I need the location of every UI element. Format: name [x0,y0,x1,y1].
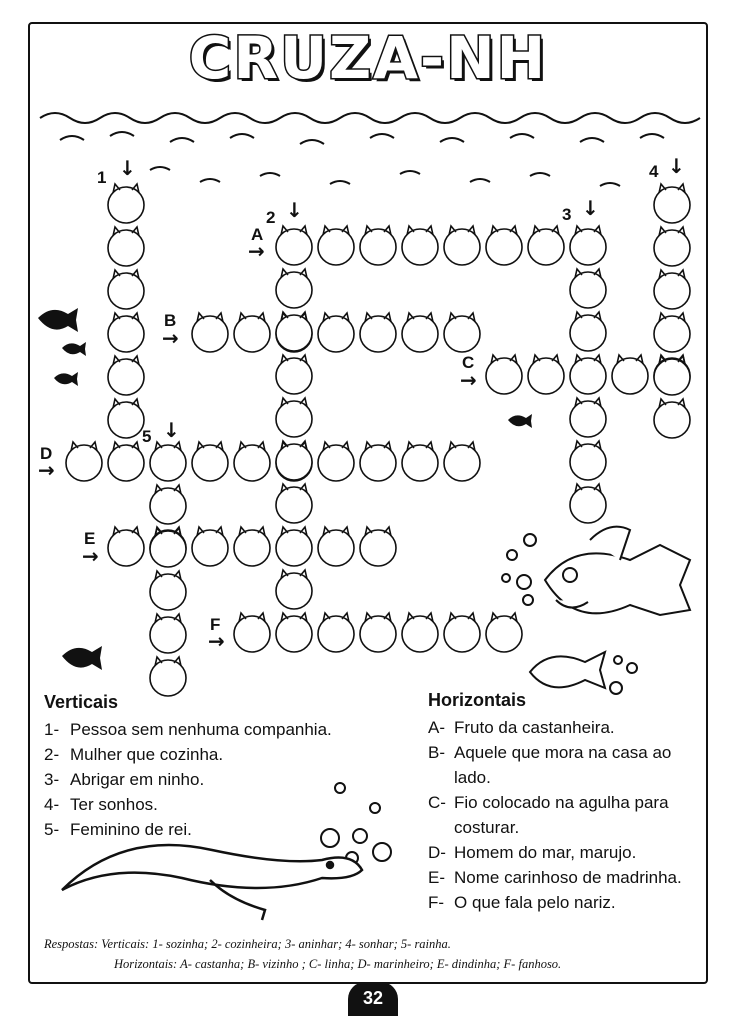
clue-text: Feminino de rei. [70,820,192,839]
clue-key: 3- [44,770,60,789]
crossword-cell[interactable] [570,484,606,523]
waves-decoration [40,113,700,186]
clue-text: Aquele que mora na casa ao lado. [454,743,672,787]
crossword-cell[interactable] [276,441,312,480]
crossword-cell[interactable] [612,355,648,394]
horizontal-letter-e: E [84,529,96,548]
crossword-cell[interactable] [654,270,690,309]
arrow-right-icon: → [208,629,225,653]
crossword-cell[interactable] [444,613,480,652]
crossword-cell[interactable] [150,485,186,524]
crossword-cell[interactable] [318,313,354,352]
crossword-cell[interactable] [360,226,396,265]
crossword-cell[interactable] [360,613,396,652]
clue-key: 5- [44,820,60,839]
crossword-cell[interactable] [570,226,606,265]
clue-item [428,890,708,915]
crossword-cell[interactable] [402,226,438,265]
clue-item [428,790,708,840]
vertical-clues [44,690,384,842]
crossword-cell[interactable] [318,527,354,566]
clue-key: E- [428,868,445,887]
crossword-cell[interactable] [276,398,312,437]
crossword-cell[interactable] [654,356,690,395]
crossword-cell[interactable] [108,270,144,309]
crossword-cell[interactable] [570,355,606,394]
clue-key: 4- [44,795,60,814]
clue-item [428,865,708,890]
crossword-cell[interactable] [150,614,186,653]
answers-block [44,934,561,974]
crossword-cell[interactable] [108,227,144,266]
arrow-down-icon: ↓ [668,154,685,178]
crossword-cell[interactable] [192,442,228,481]
horizontal-letter-a: A [251,225,264,244]
clue-item [428,840,708,865]
crossword-cell[interactable] [150,571,186,610]
crossword-cell[interactable] [444,442,480,481]
crossword-cell[interactable] [108,184,144,223]
crossword-cell[interactable] [108,356,144,395]
vertical-number-5: 5 [142,427,152,446]
clue-text: Fruto da castanheira. [454,718,615,737]
clue-key: C- [428,793,446,812]
page-number: 32 [348,982,398,1016]
clue-key: D- [428,843,446,862]
clue-key: B- [428,743,445,762]
crossword-cell[interactable] [234,527,270,566]
crossword-cell[interactable] [528,226,564,265]
clue-key: A- [428,718,445,737]
crossword-cell[interactable] [150,442,186,481]
crossword-cell[interactable] [570,398,606,437]
clue-text: Fio colocado na agulha para costurar. [454,793,669,837]
crossword-cell[interactable] [486,226,522,265]
crossword-cell[interactable] [276,484,312,523]
clue-text: Mulher que cozinha. [70,745,224,764]
clue-item [44,767,384,792]
crossword-cell[interactable] [276,613,312,652]
crossword-cell[interactable] [654,399,690,438]
vertical-number-3: 3 [562,205,572,224]
crossword-cell[interactable] [402,442,438,481]
crossword-cell[interactable] [486,613,522,652]
answers-line-2: Horizontais: A- castanha; B- vizinho ; C- linha; D- marinheiro; E- dindinha; F- fanhoso. [114,957,562,971]
big-fish-icon [545,527,690,615]
crossword-cell[interactable] [234,613,270,652]
clue-text: Abrigar em ninho. [70,770,205,789]
vertical-number-4: 4 [649,162,659,181]
crossword-cell[interactable] [150,528,186,567]
answers-line-1: Respostas: Verticais: 1- sozinha; 2- cozinheira; 3- aninhar; 4- sonhar; 5- rainha. [44,937,451,951]
crossword-cell[interactable] [360,527,396,566]
clue-item [428,740,708,790]
crossword-cell[interactable] [234,442,270,481]
crossword-cell[interactable] [108,399,144,438]
crossword-cell[interactable] [234,313,270,352]
crossword-cell[interactable] [318,442,354,481]
crossword-cell[interactable] [444,226,480,265]
crossword-cell[interactable] [654,313,690,352]
arrow-right-icon: → [38,458,55,482]
crossword-cell[interactable] [276,355,312,394]
crossword-cells [66,184,690,696]
crossword-cell[interactable] [570,312,606,351]
clue-item [44,742,384,767]
crossword-cell[interactable] [192,313,228,352]
clue-key: F- [428,893,445,912]
arrow-down-icon: ↓ [119,156,136,180]
crossword-cell[interactable] [570,441,606,480]
crossword-cell[interactable] [276,570,312,609]
clue-text: Homem do mar, marujo. [454,843,637,862]
horizontal-letter-f: F [210,615,221,634]
clue-key: 2- [44,745,60,764]
crossword-cell[interactable] [654,184,690,223]
arrow-down-icon: ↓ [286,198,303,222]
horizontal-clues [428,688,708,915]
horizontal-letter-d: D [40,444,53,463]
arrow-right-icon: → [460,368,477,392]
crossword-cell[interactable] [108,442,144,481]
horizontal-letter-b: B [164,311,177,330]
clue-item [428,715,708,740]
crossword-cell[interactable] [528,355,564,394]
crossword-cell[interactable] [486,355,522,394]
clue-text: Pessoa sem nenhuma companhia. [70,720,332,739]
vertical-heading: Verticais [44,692,119,712]
crossword-cell[interactable] [570,269,606,308]
horizontal-letter-c: C [462,353,475,372]
crossword-cell[interactable] [192,527,228,566]
clue-key: 1- [44,720,60,739]
crossword-cell[interactable] [66,442,102,481]
crossword-cell[interactable] [360,313,396,352]
small-fish-icon [530,652,605,688]
crossword-cell[interactable] [402,313,438,352]
crossword-cell[interactable] [654,227,690,266]
clue-text: Nome carinhoso de madrinha. [454,868,682,887]
vertical-number-2: 2 [266,208,276,227]
arrow-down-icon: ↓ [582,196,599,220]
crossword-cell[interactable] [108,313,144,352]
clue-text: O que fala pelo nariz. [454,893,616,912]
eel-icon [62,845,362,920]
crossword-cell[interactable] [318,613,354,652]
crossword-cell[interactable] [276,269,312,308]
clue-item [44,717,384,742]
crossword-cell[interactable] [108,527,144,566]
crossword-cell[interactable] [318,226,354,265]
clue-text: Ter sonhos. [70,795,158,814]
clue-item [44,817,384,842]
horizontal-heading: Horizontais [428,690,527,710]
arrow-down-icon: ↓ [163,418,180,442]
arrow-right-icon: → [248,239,265,263]
page-title: CRUZA-NH [188,24,548,92]
vertical-number-1: 1 [97,168,107,187]
crossword-cell[interactable] [276,527,312,566]
crossword-cell[interactable] [276,312,312,351]
crossword-cell[interactable] [402,613,438,652]
crossword-cell[interactable] [360,442,396,481]
crossword-cell[interactable] [276,226,312,265]
clue-item [44,792,384,817]
arrow-right-icon: → [82,544,99,568]
crossword-cell[interactable] [444,313,480,352]
arrow-right-icon: → [162,326,179,350]
